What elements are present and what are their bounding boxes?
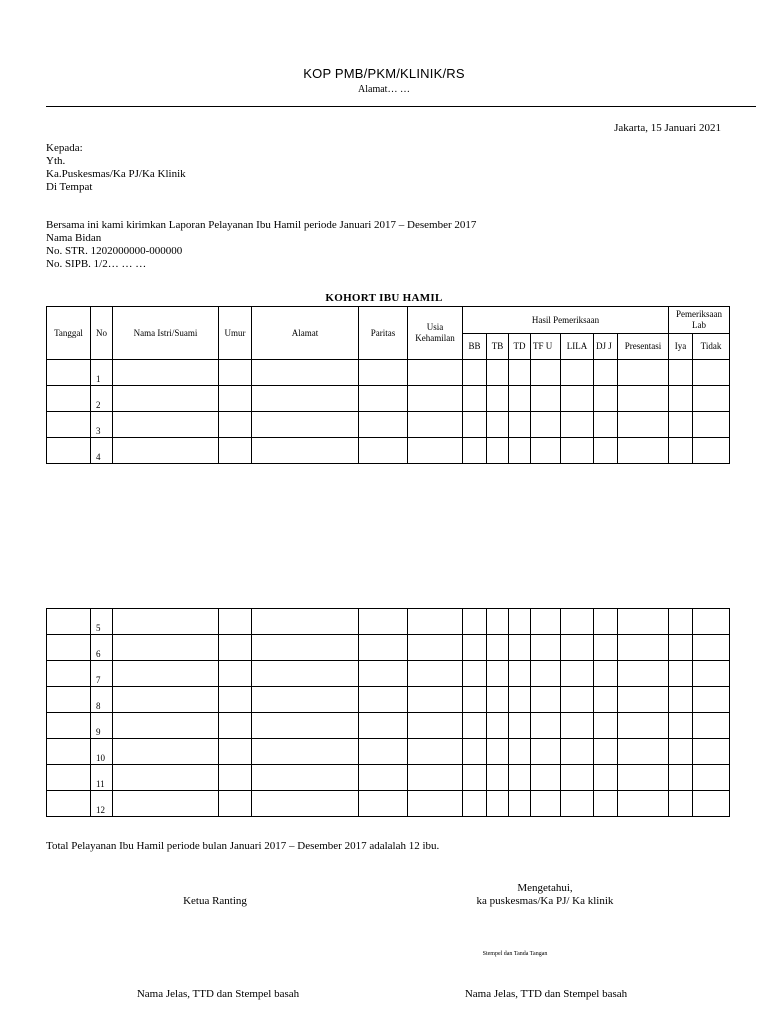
intro-line: Nama Bidan [46,232,102,244]
table-cell [47,386,91,412]
sig-right-title1: Mengetahui, [517,882,573,894]
table-cell [693,791,730,817]
table-cell [669,687,693,713]
recipient-line: Di Tempat [46,181,93,193]
table-cell [487,687,509,713]
row-number: 12 [91,791,113,817]
table-cell [561,635,594,661]
table-cell [219,609,252,635]
table-cell [561,360,594,386]
table-cell [561,438,594,464]
table-cell [408,687,463,713]
table-cell [408,412,463,438]
table-cell [219,661,252,687]
table-cell [359,791,408,817]
alamat-line: Alamat… … [358,84,410,95]
table-cell [252,360,359,386]
table-row [47,412,730,438]
table-cell [509,609,531,635]
table-cell [47,687,91,713]
table-cell [509,635,531,661]
table-cell [463,360,487,386]
table-cell [669,386,693,412]
table-cell [359,739,408,765]
table-cell [618,360,669,386]
col-nama: Nama Istri/Suami [113,307,219,360]
table-cell [463,386,487,412]
table-cell [47,635,91,661]
table-cell [509,791,531,817]
table-cell [113,791,219,817]
table-cell [531,360,561,386]
table-cell [219,765,252,791]
col-hasil-pemeriksaan: Hasil Pemeriksaan [463,307,669,334]
table-cell [531,438,561,464]
table-cell [669,360,693,386]
table-cell [113,360,219,386]
table-cell [693,687,730,713]
table-cell [594,412,618,438]
table-cell [359,360,408,386]
table-cell [219,713,252,739]
table-cell [594,713,618,739]
table-cell [219,739,252,765]
table-cell [561,687,594,713]
table-cell [531,609,561,635]
table-row [47,360,730,386]
table-cell [618,609,669,635]
table-cell [359,661,408,687]
table-row [47,765,730,791]
table-cell [252,609,359,635]
row-number: 9 [91,713,113,739]
table-cell [219,360,252,386]
table-cell [408,635,463,661]
col-usia-kehamilan: Usia Kehamilan [408,307,463,360]
table-cell [47,412,91,438]
table-cell [219,438,252,464]
table-cell [531,661,561,687]
table-cell [618,791,669,817]
table-row [47,635,730,661]
col-djj: DJ J [594,334,618,360]
recipient-line: Ka.Puskesmas/Ka PJ/Ka Klinik [46,168,186,180]
table-cell [531,713,561,739]
table-cell [669,791,693,817]
col-tfu: TF U [531,334,561,360]
sig-right-name: Nama Jelas, TTD dan Stempel basah [464,988,628,1000]
table-cell [669,438,693,464]
col-alamat: Alamat [252,307,359,360]
table-cell [463,687,487,713]
table-row [47,438,730,464]
table-cell [113,386,219,412]
table-cell [408,609,463,635]
sig-left-title: Ketua Ranting [183,895,247,907]
col-tb: TB [487,334,509,360]
table-cell [509,438,531,464]
table-cell [408,791,463,817]
col-paritas: Paritas [359,307,408,360]
table-cell [509,412,531,438]
table-cell [219,687,252,713]
table-cell [463,438,487,464]
table-cell [618,386,669,412]
table-cell [252,739,359,765]
table-cell [531,791,561,817]
table-cell [618,438,669,464]
intro-line: No. SIPB. 1/2… … … [46,258,147,270]
table-cell [594,360,618,386]
table-cell [252,438,359,464]
kohort-table-top [46,306,730,464]
stamp-note: Stempel dan Tanda Tangan [482,951,548,957]
table-cell [561,661,594,687]
table-row [47,791,730,817]
table-cell [252,765,359,791]
sig-left-name: Nama Jelas, TTD dan Stempel basah [136,988,300,1000]
table-cell [47,739,91,765]
table-cell [463,739,487,765]
table-cell [113,412,219,438]
row-number: 3 [91,412,113,438]
table-cell [219,635,252,661]
col-presentasi: Presentasi [618,334,669,360]
table-cell [693,739,730,765]
table-cell [561,791,594,817]
row-number: 8 [91,687,113,713]
table-cell [509,386,531,412]
table-cell [113,635,219,661]
table-cell [594,438,618,464]
table-cell [47,791,91,817]
table-cell [693,412,730,438]
header-divider [46,106,756,107]
table-cell [113,687,219,713]
table-cell [618,739,669,765]
table-cell [693,765,730,791]
total-line: Total Pelayanan Ibu Hamil periode bulan Januari 2017 – Desember 2017 adalalah 12 ibu. [46,840,440,852]
table-cell [669,765,693,791]
table-cell [47,765,91,791]
table-cell [509,713,531,739]
table-cell [113,438,219,464]
table-cell [693,713,730,739]
table-cell [594,609,618,635]
table-cell [618,635,669,661]
table-cell [509,765,531,791]
col-umur: Umur [219,307,252,360]
table-cell [669,713,693,739]
table-row [47,739,730,765]
table-cell [463,791,487,817]
kohort-table-bottom [46,608,730,817]
row-number: 11 [91,765,113,791]
col-iya: Iya [669,334,693,360]
row-number: 4 [91,438,113,464]
table-cell [408,360,463,386]
table-cell [408,661,463,687]
table-cell [618,412,669,438]
table-row [47,661,730,687]
table-cell [618,765,669,791]
table-cell [47,661,91,687]
letter-date: Jakarta, 15 Januari 2021 [614,122,721,134]
intro-line: Bersama ini kami kirimkan Laporan Pelayanan Ibu Hamil periode Januari 2017 – Desember 2017 [46,219,477,231]
table-cell [47,713,91,739]
table-cell [359,438,408,464]
col-td: TD [509,334,531,360]
intro-line: No. STR. 1202000000-000000 [46,245,183,257]
table-cell [669,661,693,687]
table-row [47,386,730,412]
col-tanggal: Tanggal [47,307,91,360]
table-cell [693,635,730,661]
table-cell [463,661,487,687]
table-cell [531,412,561,438]
table-cell [47,360,91,386]
table-cell [408,713,463,739]
table-cell [531,739,561,765]
table-cell [509,661,531,687]
table-cell [463,713,487,739]
table-cell [463,765,487,791]
col-bb: BB [463,334,487,360]
table-cell [693,438,730,464]
table-cell [47,438,91,464]
table-cell [561,739,594,765]
table-cell [219,412,252,438]
table-cell [359,412,408,438]
table-cell [487,360,509,386]
table-row [47,713,730,739]
recipient-block [46,142,186,194]
table-cell [113,765,219,791]
row-number: 10 [91,739,113,765]
table-title: KOHORT IBU HAMIL [325,292,443,304]
table-cell [487,739,509,765]
table-row [47,687,730,713]
table-cell [359,635,408,661]
table-cell [252,713,359,739]
table-cell [463,635,487,661]
row-number: 1 [91,360,113,386]
table-cell [669,609,693,635]
table-cell [113,609,219,635]
table-cell [463,412,487,438]
table-cell [359,687,408,713]
table-cell [561,412,594,438]
table-cell [359,713,408,739]
table-cell [359,765,408,791]
table-cell [408,739,463,765]
table-cell [252,386,359,412]
table-cell [252,635,359,661]
table-cell [669,635,693,661]
table-cell [509,739,531,765]
table-cell [561,609,594,635]
table-cell [693,360,730,386]
table-cell [594,687,618,713]
table-cell [594,739,618,765]
table-cell [693,386,730,412]
table-cell [594,635,618,661]
table-cell [113,713,219,739]
sig-right-title2: ka puskesmas/Ka PJ/ Ka klinik [476,895,614,907]
row-number: 6 [91,635,113,661]
table-cell [359,609,408,635]
table-cell [594,765,618,791]
col-lila: LILA [561,334,594,360]
row-number: 7 [91,661,113,687]
recipient-line: Kepada: [46,142,83,154]
table-cell [408,386,463,412]
table-cell [509,360,531,386]
table-cell [594,661,618,687]
table-cell [487,765,509,791]
intro-block [46,219,476,271]
table-cell [509,687,531,713]
table-cell [219,791,252,817]
col-tidak: Tidak [693,334,730,360]
table-cell [561,713,594,739]
col-pemeriksaan-lab: Pemeriksaan Lab [669,307,730,334]
table-cell [531,687,561,713]
table-cell [487,713,509,739]
table-row [47,609,730,635]
table-cell [487,386,509,412]
table-cell [408,438,463,464]
table-cell [487,609,509,635]
row-number: 5 [91,609,113,635]
table-cell [669,412,693,438]
table-cell [252,791,359,817]
table-cell [252,412,359,438]
table-cell [47,609,91,635]
table-cell [487,635,509,661]
table-cell [618,687,669,713]
table-cell [669,739,693,765]
table-cell [487,661,509,687]
table-cell [252,661,359,687]
col-no: No [91,307,113,360]
table-cell [487,791,509,817]
table-cell [561,765,594,791]
table-cell [487,412,509,438]
row-number: 2 [91,386,113,412]
table-cell [531,765,561,791]
table-cell [561,386,594,412]
table-cell [408,765,463,791]
table-cell [113,661,219,687]
kop-header: KOP PMB/PKM/KLINIK/RS [303,66,465,81]
table-cell [463,609,487,635]
table-cell [618,713,669,739]
table-cell [594,386,618,412]
table-cell [487,438,509,464]
table-cell [113,739,219,765]
recipient-line: Yth. [46,155,66,167]
table-cell [693,609,730,635]
table-cell [693,661,730,687]
table-cell [252,687,359,713]
table-cell [531,386,561,412]
table-cell [594,791,618,817]
table-cell [618,661,669,687]
table-cell [219,386,252,412]
table-cell [531,635,561,661]
table-cell [359,386,408,412]
